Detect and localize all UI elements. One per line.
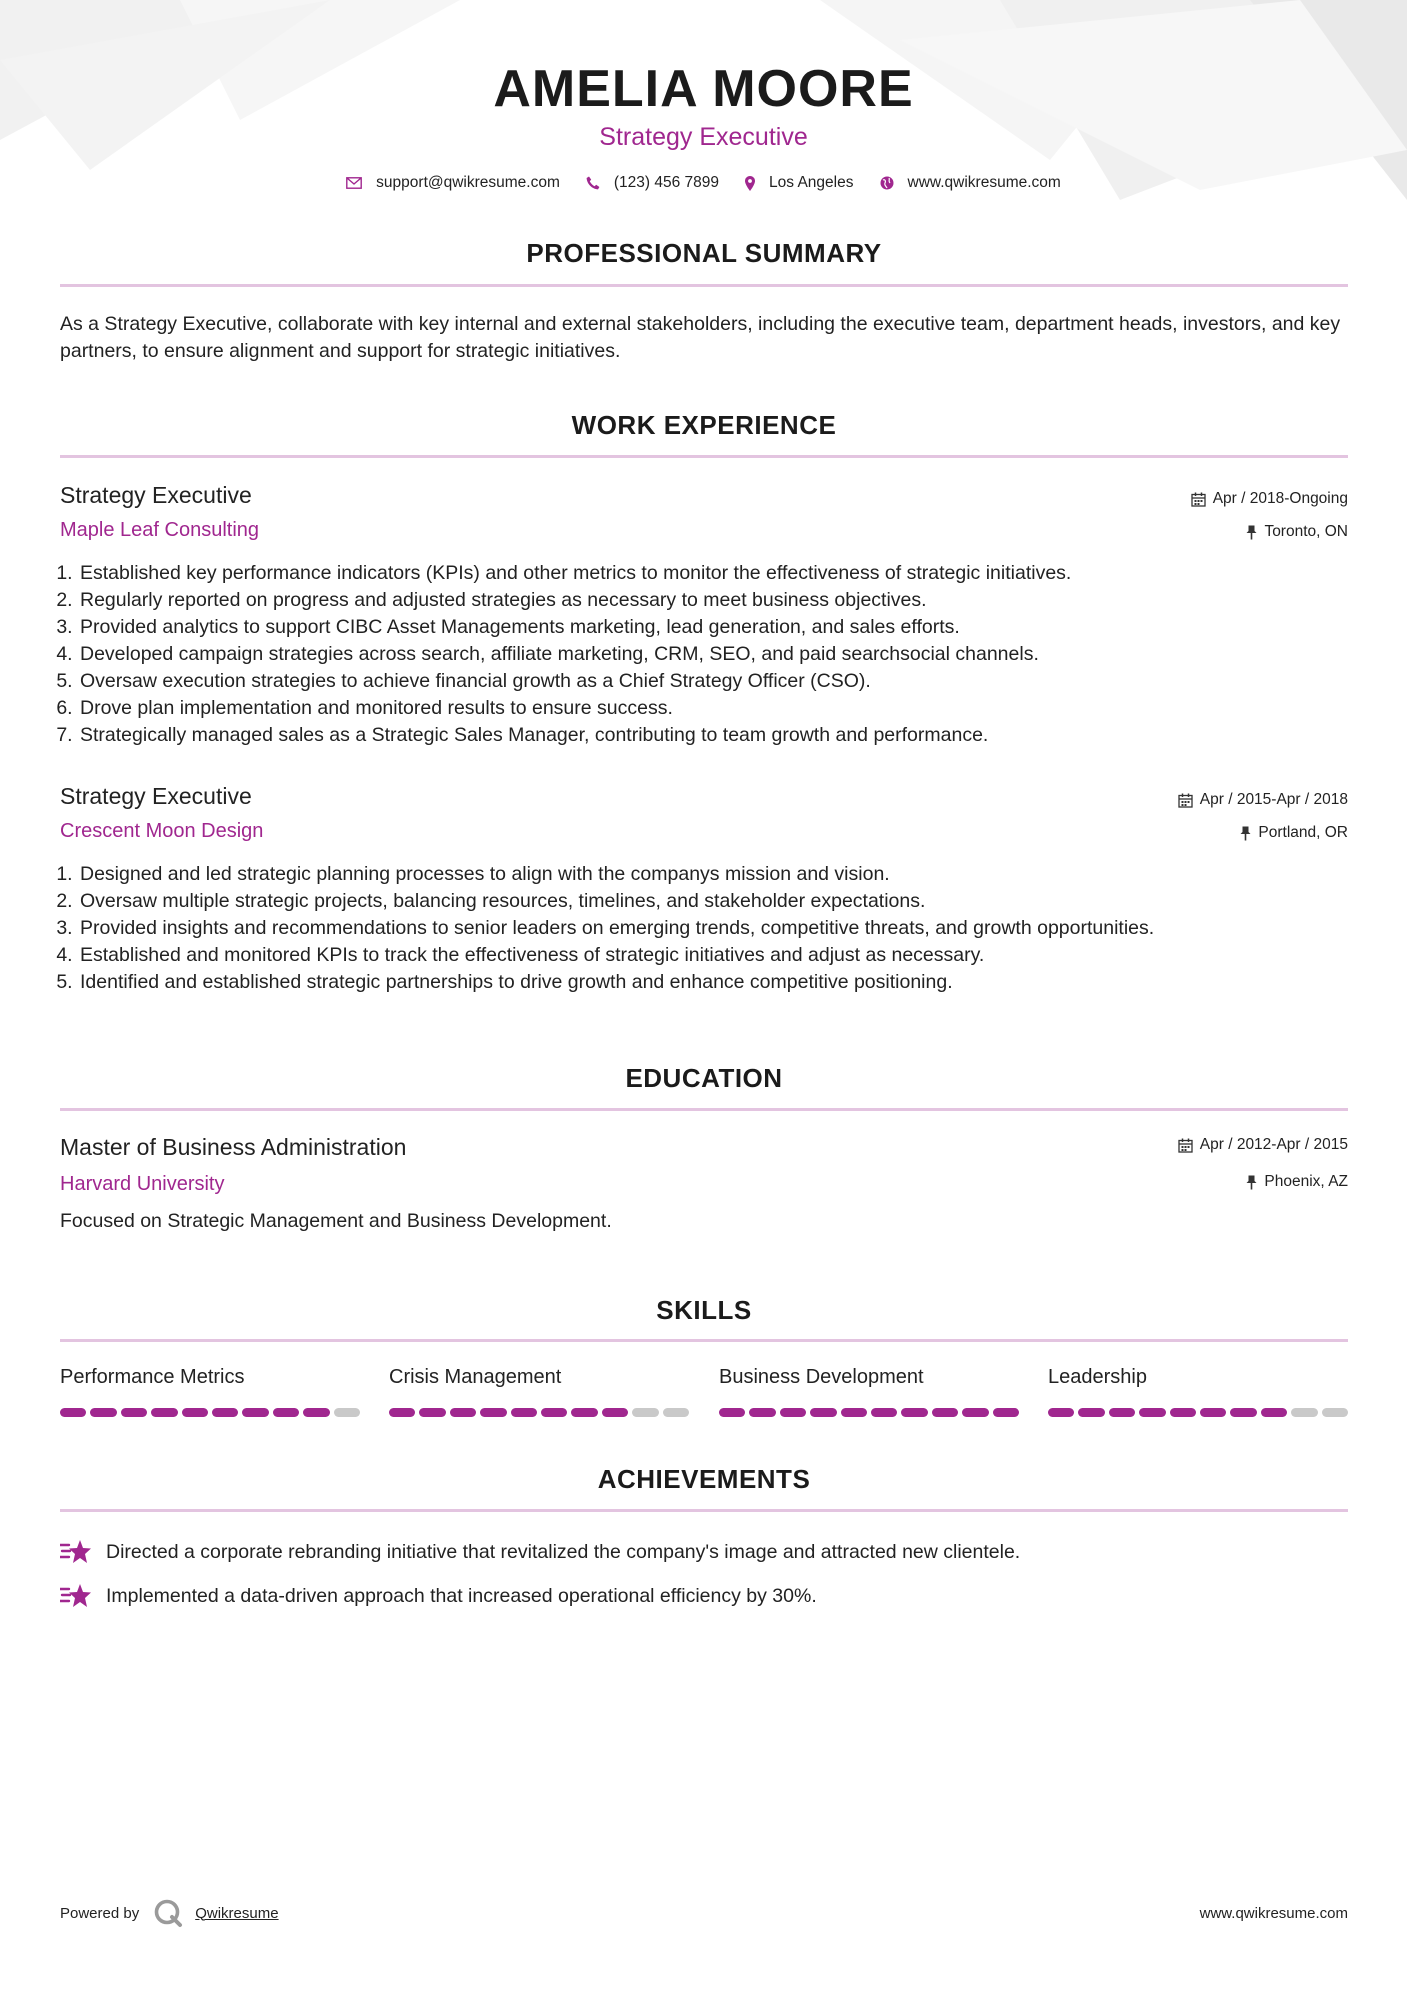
education-location-text: Phoenix, AZ: [1264, 1173, 1348, 1190]
skill-dot-filled: [901, 1408, 927, 1417]
job-dates-text: Apr / 2018-Ongoing: [1212, 490, 1348, 507]
skill-name: Performance Metrics: [60, 1366, 245, 1388]
job-title: Strategy Executive: [60, 783, 252, 809]
list-item: 1. Designed and led strategic planning processes to align with the companys mission and vision.: [78, 861, 1358, 888]
skill-dot-filled: [1109, 1408, 1135, 1417]
skill-dot-empty: [1291, 1408, 1317, 1417]
education-dates-text: Apr / 2012-Apr / 2015: [1199, 1136, 1348, 1153]
skill-dot-filled: [749, 1408, 775, 1417]
skill-item: [389, 1366, 689, 1417]
skill-dot-filled: [303, 1408, 329, 1417]
skill-dot-empty: [663, 1408, 689, 1417]
skill-name: Business Development: [719, 1366, 924, 1388]
job-company: Crescent Moon Design: [60, 820, 264, 842]
brand-link[interactable]: Qwikresume: [195, 1904, 279, 1922]
job-responsibilities: [54, 861, 1358, 996]
skill-dot-filled: [780, 1408, 806, 1417]
skill-dot-filled: [1230, 1408, 1256, 1417]
skill-item: [60, 1366, 360, 1417]
skill-dot-filled: [182, 1408, 208, 1417]
contact-bar: [0, 174, 1407, 192]
skill-dot-filled: [1078, 1408, 1104, 1417]
qwikresume-logo-icon: [153, 1898, 183, 1928]
skill-dot-filled: [871, 1408, 897, 1417]
job-location: [1240, 824, 1348, 842]
list-item: 4. Established and monitored KPIs to track the effectiveness of strategic initiatives and adjust as necessary.: [78, 942, 1358, 969]
skill-item: [1048, 1366, 1348, 1417]
list-item: 6. Drove plan implementation and monitored results to ensure success.: [78, 695, 1358, 722]
education-dates: [1178, 1136, 1348, 1154]
education-description: Focused on Strategic Management and Business Development.: [60, 1210, 612, 1232]
contact-email[interactable]: [346, 174, 560, 192]
skill-dot-filled: [389, 1408, 415, 1417]
job-dates: [1191, 490, 1348, 508]
list-item: 5. Identified and established strategic partnerships to drive growth and enhance competitive positioning.: [78, 969, 1358, 996]
skill-dot-filled: [1170, 1408, 1196, 1417]
skill-dot-filled: [571, 1408, 597, 1417]
job-company: Maple Leaf Consulting: [60, 519, 260, 541]
achievement-item: [60, 1538, 1020, 1566]
email-text: support@qwikresume.com: [376, 174, 560, 191]
skill-dot-filled: [962, 1408, 988, 1417]
skills-divider: [60, 1339, 1348, 1342]
skill-dot-filled: [1261, 1408, 1287, 1417]
skills-heading: SKILLS: [656, 1295, 752, 1325]
globe-icon: [880, 176, 894, 190]
education-divider: [60, 1108, 1348, 1111]
resume-header: [0, 58, 1407, 192]
phone-icon: [586, 176, 600, 190]
calendar-icon: [1178, 793, 1193, 808]
list-item: 1. Established key performance indicators (KPIs) and other metrics to monitor the effectiveness of strategic initiatives.: [78, 560, 1358, 587]
candidate-title: Strategy Executive: [599, 123, 808, 151]
list-item: 2. Oversaw multiple strategic projects, balancing resources, timelines, and stakeholder expectations.: [78, 888, 1358, 915]
skill-name: Leadership: [1048, 1366, 1147, 1388]
skill-dot-filled: [151, 1408, 177, 1417]
achievement-text: Implemented a data-driven approach that increased operational efficiency by 30%.: [106, 1584, 817, 1607]
location-text: Los Angeles: [769, 174, 854, 191]
achievements-divider: [60, 1509, 1348, 1512]
education-location: [1246, 1173, 1348, 1191]
skill-dot-filled: [242, 1408, 268, 1417]
skill-dot-filled: [450, 1408, 476, 1417]
envelope-icon: [346, 177, 362, 189]
list-item: 3. Provided insights and recommendations to senior leaders on emerging trends, competitive threats, and growth opportunities.: [78, 915, 1358, 942]
candidate-name: AMELIA MOORE: [493, 60, 914, 118]
calendar-icon: [1191, 492, 1206, 507]
achievement-item: [60, 1582, 817, 1610]
skill-dot-filled: [212, 1408, 238, 1417]
degree-title: Master of Business Administration: [60, 1134, 407, 1160]
skill-dot-filled: [419, 1408, 445, 1417]
achievement-text: Directed a corporate rebranding initiative that revitalized the company's image and attracted new clientele.: [106, 1540, 1021, 1563]
skill-dot-filled: [1048, 1408, 1074, 1417]
skill-rating: [1048, 1408, 1348, 1417]
phone-text: (123) 456 7899: [613, 174, 720, 191]
calendar-icon: [1178, 1138, 1193, 1153]
skill-dot-filled: [1200, 1408, 1226, 1417]
skill-dot-filled: [511, 1408, 537, 1417]
contact-website[interactable]: [880, 174, 1061, 192]
skill-rating: [719, 1408, 1019, 1417]
map-pin-icon: [745, 176, 755, 191]
list-item: 7. Strategically managed sales as a Strategic Sales Manager, contributing to team growth and performance.: [78, 722, 1358, 749]
skill-dot-filled: [719, 1408, 745, 1417]
job-dates: [1178, 791, 1348, 809]
list-item: 3. Provided analytics to support CIBC Asset Managements marketing, lead generation, and sales efforts.: [78, 614, 1358, 641]
skill-dot-filled: [932, 1408, 958, 1417]
shooting-star-icon: [60, 1582, 92, 1610]
skill-dot-empty: [334, 1408, 360, 1417]
website-text: www.qwikresume.com: [907, 174, 1061, 191]
skill-dot-filled: [541, 1408, 567, 1417]
job-location-text: Portland, OR: [1258, 824, 1348, 841]
skill-rating: [60, 1408, 360, 1417]
job-location-text: Toronto, ON: [1264, 523, 1348, 540]
pushpin-icon: [1240, 826, 1251, 841]
summary-text: As a Strategy Executive, collaborate with key internal and external stakeholders, including the executive team, department heads, investors, and key partners, to ensure alignment and support for strategic initiatives.: [60, 313, 1341, 362]
pushpin-icon: [1246, 1175, 1257, 1190]
skill-dot-empty: [632, 1408, 658, 1417]
skill-dot-filled: [60, 1408, 86, 1417]
summary-heading: PROFESSIONAL SUMMARY: [526, 238, 882, 268]
pushpin-icon: [1246, 525, 1257, 540]
list-item: 5. Oversaw execution strategies to achieve financial growth as a Chief Strategy Officer (CSO).: [78, 668, 1358, 695]
skill-rating: [389, 1408, 689, 1417]
achievements-heading: ACHIEVEMENTS: [597, 1464, 811, 1494]
experience-heading: WORK EXPERIENCE: [571, 410, 837, 440]
summary-divider: [60, 284, 1348, 287]
footer-website[interactable]: www.qwikresume.com: [1199, 1905, 1348, 1922]
job-location: [1246, 523, 1348, 541]
skill-dot-filled: [841, 1408, 867, 1417]
education-heading: EDUCATION: [625, 1063, 783, 1093]
skill-dot-filled: [273, 1408, 299, 1417]
skill-dot-empty: [1322, 1408, 1348, 1417]
list-item: 4. Developed campaign strategies across search, affiliate marketing, CRM, SEO, and paid searchsocial channels.: [78, 641, 1358, 668]
footer-powered-by: [60, 1898, 279, 1928]
skill-dot-filled: [993, 1408, 1019, 1417]
experience-divider: [60, 455, 1348, 458]
contact-location: [745, 174, 853, 192]
skill-dot-filled: [480, 1408, 506, 1417]
skill-dot-filled: [90, 1408, 116, 1417]
school-name: Harvard University: [60, 1173, 225, 1195]
skill-item: [719, 1366, 1019, 1417]
list-item: 2. Regularly reported on progress and adjusted strategies as necessary to meet business objectives.: [78, 587, 1358, 614]
skill-dot-filled: [602, 1408, 628, 1417]
skill-dot-filled: [121, 1408, 147, 1417]
job-responsibilities: [54, 560, 1358, 749]
skill-dot-filled: [1139, 1408, 1165, 1417]
skill-name: Crisis Management: [389, 1366, 562, 1388]
job-title: Strategy Executive: [60, 482, 252, 508]
skill-dot-filled: [810, 1408, 836, 1417]
shooting-star-icon: [60, 1538, 92, 1566]
powered-by-label: Powered by: [60, 1904, 140, 1922]
job-dates-text: Apr / 2015-Apr / 2018: [1199, 791, 1348, 808]
contact-phone[interactable]: [586, 174, 719, 192]
